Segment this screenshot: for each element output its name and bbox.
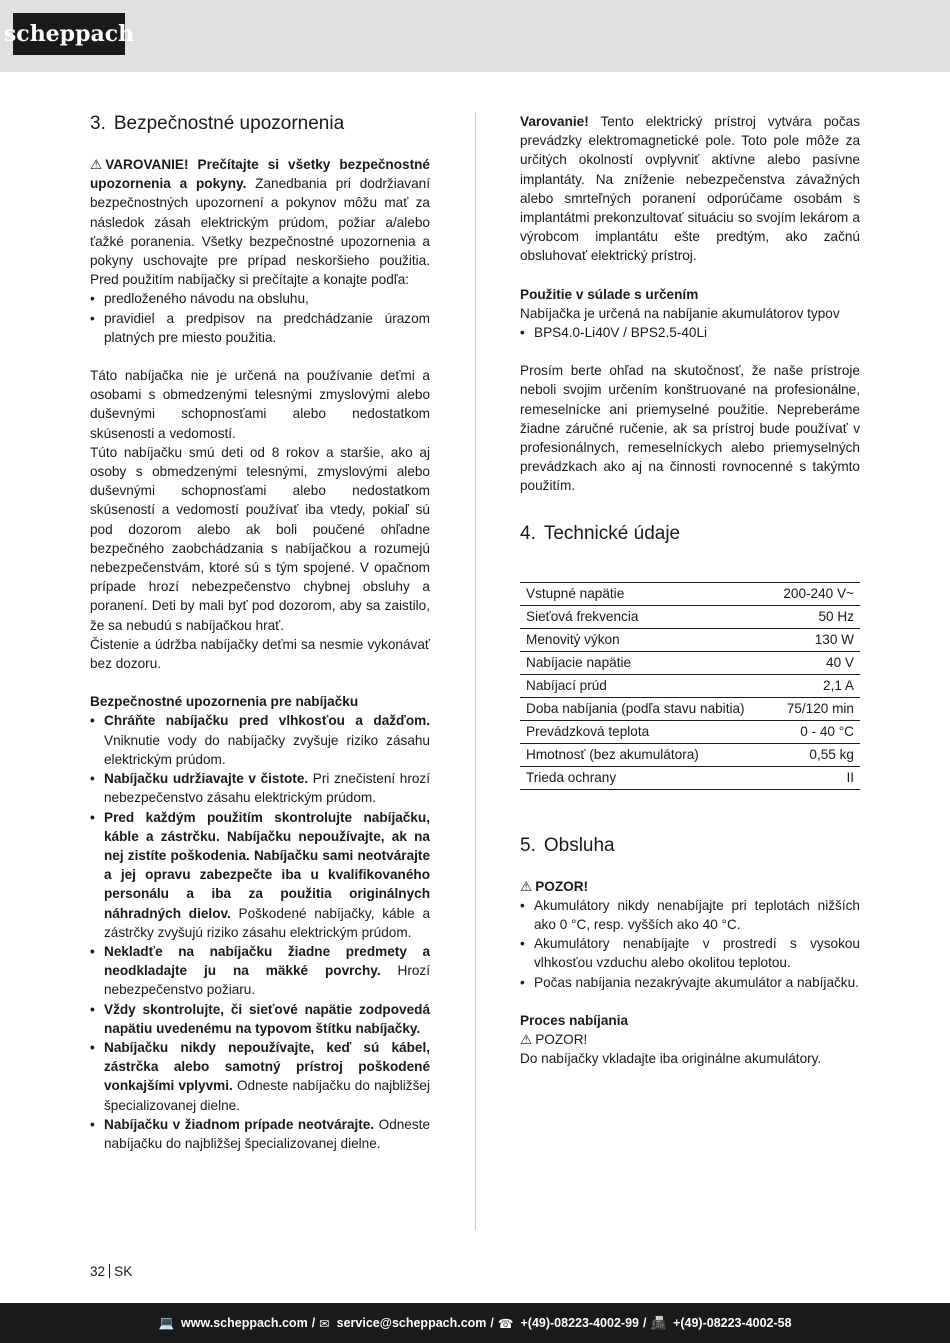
warning-triangle-icon: ⚠: [90, 157, 103, 172]
section-title: Bezpečnostné upozornenia: [113, 113, 345, 134]
list-item: • pravidiel a predpisov na predchádzanie úrazom platných pre miesto použitia.: [90, 309, 430, 347]
table-row: [520, 697, 860, 720]
intended-use-paragraph: Prosím berte ohľad na skutočnosť, že naše prístroje neboli svojim určením konštruované na profesionálne, remeselnícke ani priemyselné použitie. Nepreberáme žiadne záručné ručenie, ak sa prístroj bude používať v profesionálnych, remeselníckych alebo priemyselných prevádzkach ako aj na činnosti rovnocenné s takýmto použitím.: [520, 363, 860, 494]
caution-heading: ⚠ POZOR!: [520, 877, 860, 896]
right-column: [520, 112, 860, 1068]
table-cell-label: Nabíjacie napätie: [520, 651, 770, 674]
list-item: • Akumulátory nenabíjajte v prostredí s vysokou vlhkosťou vzduchu alebo okolitou teplotou.: [520, 934, 860, 972]
list-item: • Nekladťe na nabíjačku žiadne predmety a neodkladajte ju na mäkké povrchy. Hrozí nebezpečenstvo požiaru.: [90, 942, 430, 1000]
phone-icon: ☎: [497, 1316, 514, 1331]
table-row: [520, 628, 860, 651]
list-item: • Nabíjačku nikdy nepoužívajte, keď sú kábel, zástrčka alebo samotný prístroj poškodené vonkajšími vplyvmi. Odneste nabíjačku do najbližšej špecializovanej dielne.: [90, 1038, 430, 1115]
list-item: • predloženého návodu na obsluhu,: [90, 289, 430, 308]
table-cell-value: 130 W: [770, 628, 860, 651]
paragraph-cleaning: Čistenie a údržba nabíjačky deťmi sa nesmie vykonávať bez dozoru.: [90, 636, 430, 672]
table-cell-label: Trieda ochrany: [520, 766, 770, 789]
footer-fax: +(49)-08223-4002-58: [673, 1316, 792, 1330]
list-item: • Vždy skontrolujte, či sieťové napätie zodpovedá napätiu uvedenému na typovom štítku nabíjačky.: [90, 1000, 430, 1038]
table-cell-label: Vstupné napätie: [520, 582, 770, 605]
battery-type-list: [520, 323, 860, 342]
intended-use-heading: Použitie v súlade s určením: [520, 286, 699, 302]
table-cell-value: II: [770, 766, 860, 789]
list-item: • Pred každým použitím skontrolujte nabíjačku, káble a zástrčku. Nabíjačku nepoužívajte, ak na nej zistíte poškodenia. Nabíjačku sami neotvárajte a jej opravu zabezpečte iba u kvalifikovaného personálu a iba za použitia originálnych náhradných dielov. Poškodené nabíjačky, káble a zástrčky zvyšujú riziko zásahu elektrickým prúdom.: [90, 808, 430, 942]
paragraph-supervision: Túto nabíjačku smú deti od 8 rokov a staršie, ako aj osoby s obmedzenými telesnými, zmyslovými alebo duševnými schopnosťami alebo nedostatkom skúseností a vedomostí používať iba vtedy, pokiaľ sú pod dozorom alebo ak boli poučené ohľadne bezpečného zaobchádzania s nabíjačkou a rozumejú nebezpečenstvám, ktoré sú s tým spojené. V opačnom prípade hrozí nebezpečenstvo chybnej obsluhy a poranení. Deti by mali byť pod dozorom, aby sa zaistilo, že sa nebudú s nabíjačkou hrať.: [90, 444, 430, 633]
section-number: 3.: [90, 113, 106, 134]
footer-email[interactable]: service@scheppach.com: [336, 1316, 487, 1330]
fax-icon: 📠: [650, 1315, 667, 1330]
table-row: [520, 605, 860, 628]
table-row: [520, 720, 860, 743]
warning-paragraph: ⚠ VAROVANIE! Prečítajte si všetky bezpečnostné upozornenia a pokyny. Zanedbania pri dodržiavaní bezpečnostných upozornení a pokynov môžu mať za následok zásah elektrickým prúdom, požiar a/alebo ťažké poranenia. Všetky bezpečnostné upozornenia a pokyny uschovajte pre prípad neskoršieho použitia. Pred použitím nabíjačky si prečítajte a konajte podľa:: [90, 157, 430, 288]
table-cell-value: 0 - 40 °C: [770, 720, 860, 743]
email-icon: ✉: [319, 1316, 330, 1331]
list-item: • Chráňte nabíjačku pred vlhkosťou a dažďom. Vniknutie vody do nabíjačky zvyšuje riziko zásahu elektrickým prúdom.: [90, 711, 430, 769]
table-cell-label: Menovitý výkon: [520, 628, 770, 651]
charger-safety-list: [90, 711, 430, 1153]
table-cell-label: Prevádzková teplota: [520, 720, 770, 743]
table-row: [520, 743, 860, 766]
section-5-heading: 5. Obsluha: [520, 834, 615, 856]
charging-process-text: Do nabíjačky vkladajte iba originálne akumulátory.: [520, 1051, 822, 1067]
table-cell-value: 2,1 A: [770, 674, 860, 697]
footer-web[interactable]: www.scheppach.com: [181, 1316, 308, 1330]
table-cell-label: Nabíjací prúd: [520, 674, 770, 697]
intended-use-text: Nabíjačka je určená na nabíjanie akumulátorov typov: [520, 305, 840, 321]
computer-icon: 💻: [158, 1315, 175, 1330]
section-3-heading: [90, 112, 430, 136]
page-header: [0, 0, 950, 72]
table-row: [520, 766, 860, 789]
table-row: [520, 651, 860, 674]
table-row: [520, 582, 860, 605]
list-item: • Nabíjačku udržiavajte v čistote. Pri znečistení hrozí nebezpečenstvo zásahu elektrickým prúdom.: [90, 769, 430, 807]
paragraph-children: Táto nabíjačka nie je určená na používanie deťmi a osobami s obmedzenými telesnými zmyslovými alebo duševnými schopnosťami alebo nedostatkom skúsenosti a vedomostí.: [90, 368, 430, 441]
charging-caution: ⚠ POZOR!: [520, 1030, 860, 1049]
left-column: [90, 112, 430, 1153]
table-cell-label: Doba nabíjania (podľa stavu nabitia): [520, 697, 770, 720]
page-footer: 💻 www.scheppach.com / ✉ service@scheppach.com / ☎ +(49)-08223-4002-99 / 📠 +(49)-08223-4002-58: [0, 1303, 950, 1343]
charging-process-heading: Proces nabíjania: [520, 1012, 629, 1028]
list-item: • BPS4.0-Li40V / BPS2.5-40Li: [520, 323, 860, 342]
warning-triangle-icon: ⚠: [520, 878, 533, 894]
charger-safety-heading: Bezpečnostné upozornenia pre nabíjačku: [90, 694, 359, 710]
column-divider: [475, 112, 476, 1230]
footer-phone: +(49)-08223-4002-99: [520, 1316, 639, 1330]
technical-data-table: [520, 582, 860, 790]
caution-list: [520, 896, 860, 992]
scheppach-logo: scheppach: [13, 13, 125, 55]
list-item: • Akumulátory nikdy nenabíjajte pri teplotách nižších ako 0 °C, resp. vyšších ako 40 °C.: [520, 896, 860, 934]
page-number: 32 SK: [90, 1264, 133, 1279]
warning-list: [90, 289, 430, 347]
table-cell-label: Sieťová frekvencia: [520, 605, 770, 628]
table-cell-value: 0,55 kg: [770, 743, 860, 766]
table-cell-value: 75/120 min: [770, 697, 860, 720]
list-item: • Nabíjačku v žiadnom prípade neotvárajte. Odneste nabíjačku do najbližšej špecializovanej dielne.: [90, 1115, 430, 1153]
list-item: • Počas nabíjania nezakrývajte akumulátor a nabíjačku.: [520, 973, 860, 992]
table-row: [520, 674, 860, 697]
warning-triangle-icon: ⚠: [520, 1032, 533, 1048]
table-cell-value: 200-240 V~: [770, 582, 860, 605]
table-cell-label: Hmotnosť (bez akumulátora): [520, 743, 770, 766]
table-cell-value: 50 Hz: [770, 605, 860, 628]
section-4-heading: 4. Technické údaje: [520, 522, 681, 544]
table-cell-value: 40 V: [770, 651, 860, 674]
page-number-divider: [109, 1264, 110, 1278]
emf-warning-paragraph: Varovanie! Tento elektrický prístroj vytvára počas prevádzky elektromagnetické pole. Toto pole môže za určitých okolností ovplyvniť aktívne alebo pasívne implantáty. Na zníženie nebezpečenstva závažných alebo smrteľných poranení odporúčame osobám s implantátmi prekonzultovať situáciu so svojím lekárom a výrobcom implantátu ešte predtým, ako začnú obsluhovať elektrický prístroj.: [520, 114, 860, 264]
